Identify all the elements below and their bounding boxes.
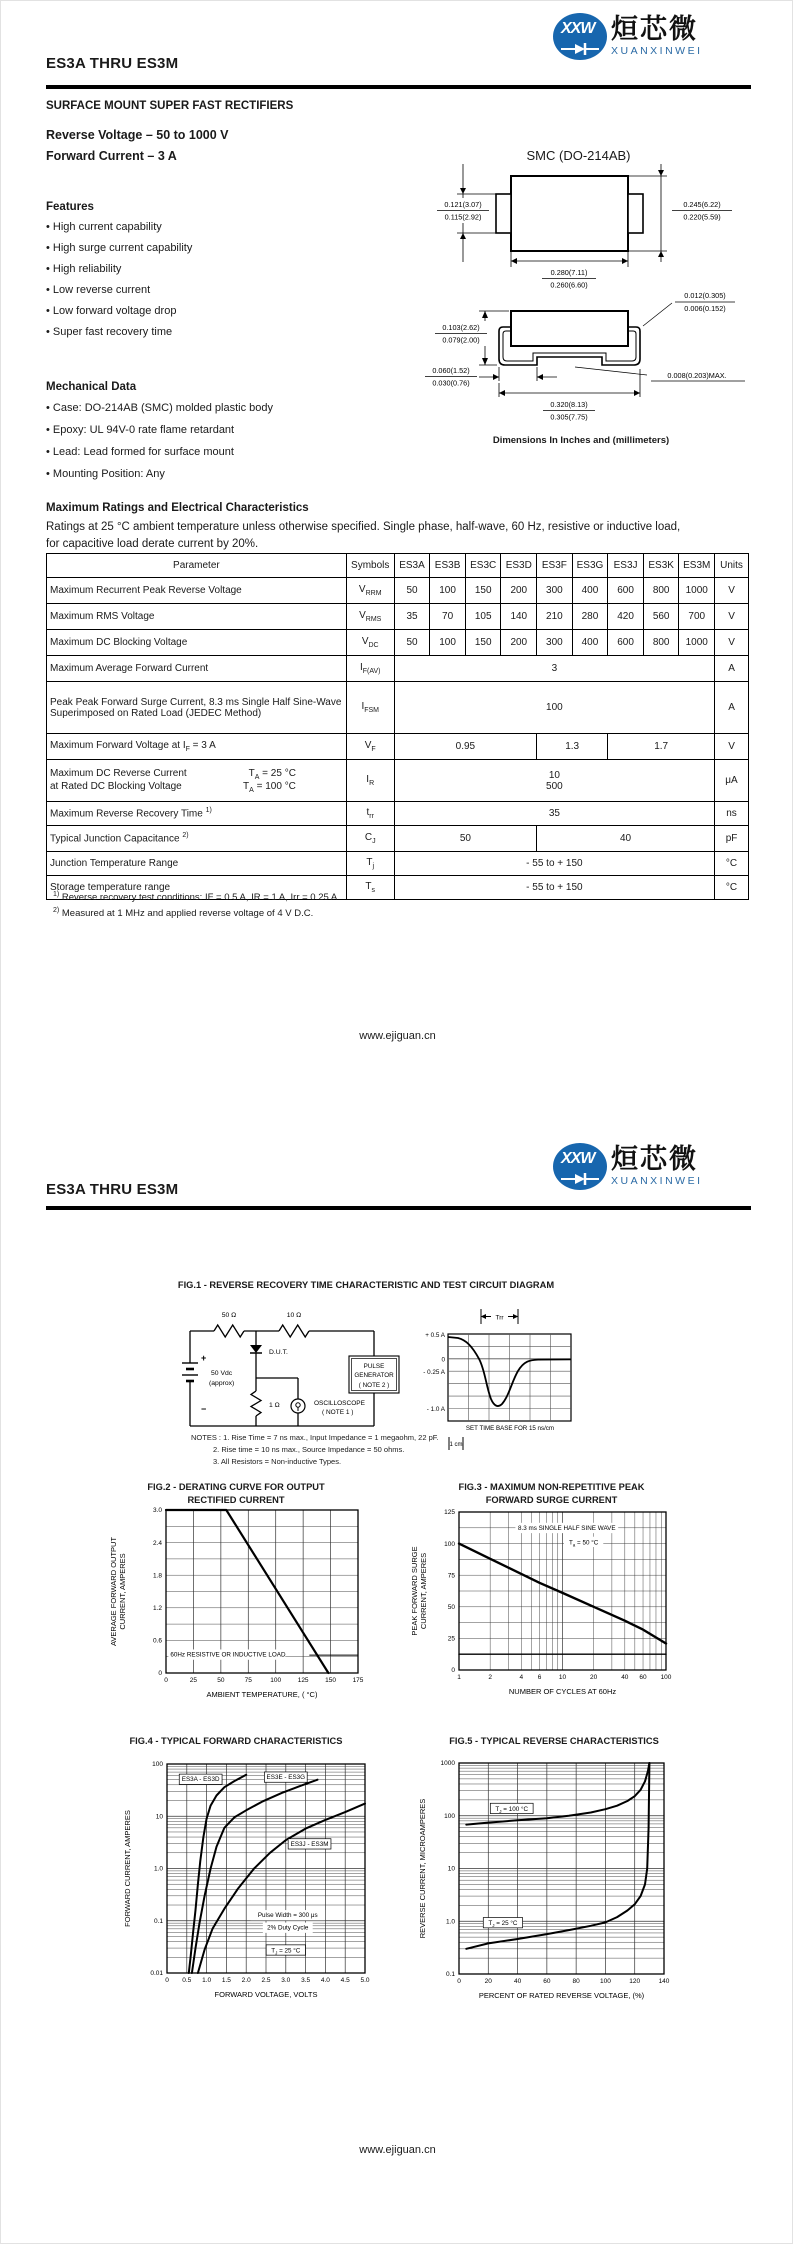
- svg-text:0.220(5.59): 0.220(5.59): [683, 212, 721, 222]
- forward-current-line: Forward Current – 3 A: [46, 149, 177, 163]
- svg-text:8.3 ms SINGLE HALF SINE WAVE: 8.3 ms SINGLE HALF SINE WAVE: [517, 1524, 616, 1532]
- fig1-waveform: [406, 1296, 686, 1461]
- svg-text:(approx): (approx): [209, 1380, 235, 1387]
- svg-text:0.280(7.11): 0.280(7.11): [550, 268, 588, 277]
- svg-text:25: 25: [189, 1677, 198, 1684]
- svg-text:10 Ω: 10 Ω: [286, 1312, 302, 1319]
- svg-text:40: 40: [513, 1978, 522, 1985]
- svg-text:175: 175: [352, 1677, 364, 1684]
- table-row: Maximum DC Reverse Current $T_A = 25$ °C at Rated DC Blocking Voltage $T_A = 100$ °C $I_R$ 10 500 μA: [47, 760, 749, 802]
- svg-text:0: 0: [451, 1667, 455, 1675]
- mechanical-item: • Mounting Position: Any: [46, 463, 273, 485]
- svg-text:CURRENT, AMPERES: CURRENT, AMPERES: [118, 1553, 127, 1630]
- mechanical-item: • Case: DO-214AB (SMC) molded plastic body: [46, 397, 273, 419]
- product-heading: SURFACE MOUNT SUPER FAST RECTIFIERS: [46, 100, 294, 112]
- svg-text:4: 4: [519, 1674, 524, 1681]
- table-row: Junction Temperature Range $T_j$ - 55 to + 150 °C: [47, 852, 749, 876]
- svg-text:+: +: [201, 1353, 207, 1363]
- feature-item: • Low forward voltage drop: [46, 301, 192, 322]
- svg-text:Ta = 50 °C: $T_a = 50$ °C: [568, 1538, 599, 1547]
- mechanical-item: • Epoxy: UL 94V-0 rate flame retardant: [46, 419, 273, 441]
- svg-text:4.0: 4.0: [320, 1977, 330, 1984]
- svg-text:0: 0: [165, 1977, 169, 1984]
- svg-text:Trr: Trr: [495, 1314, 504, 1322]
- svg-text:FORWARD VOLTAGE, VOLTS: FORWARD VOLTAGE, VOLTS: [214, 1990, 318, 1999]
- mechanical-list: [46, 397, 273, 485]
- svg-text:GENERATOR: GENERATOR: [354, 1372, 394, 1379]
- svg-text:3.0: 3.0: [281, 1977, 291, 1984]
- svg-text:TJ = 100 °C: $T_J = 100$ °C: [495, 1805, 529, 1814]
- svg-text:( NOTE 1 ): ( NOTE 1 ): [322, 1409, 354, 1416]
- svg-text:Pulse Width = 300 μs: Pulse Width = 300 μs: [257, 1912, 318, 1920]
- svg-text:0.121(3.07): 0.121(3.07): [444, 200, 482, 209]
- brand-logo: [553, 13, 703, 60]
- ratings-note: Ratings at 25 °C ambient temperature unless otherwise specified. Single phase, half-wave, 60 Hz, resistive or inductive load, for capacitive load derate current by 20%.: [46, 521, 681, 550]
- svg-text:140: 140: [658, 1978, 670, 1985]
- svg-text:- 0.25 A: - 0.25 A: [423, 1369, 445, 1376]
- fig1-note-3: 3. All Resistors = Non-inductive Types.: [213, 1457, 342, 1466]
- svg-text:PEAK FORWARD SURGE: PEAK FORWARD SURGE: [410, 1546, 419, 1636]
- svg-text:0.6: 0.6: [152, 1637, 162, 1645]
- svg-text:50: 50: [447, 1604, 455, 1611]
- svg-text:D.U.T.: D.U.T.: [269, 1349, 288, 1356]
- svg-text:0.006(0.152): 0.006(0.152): [684, 304, 726, 313]
- features-heading: Features: [46, 201, 94, 213]
- table-row: Peak Peak Forward Surge Current, 8.3 ms Single Half Sine-Wave Superimposed on Rated Load (JEDEC Method) $I_{FSM}$ 100 A: [47, 682, 749, 734]
- svg-text:0: 0: [457, 1978, 461, 1985]
- svg-text:0.079(2.00): 0.079(2.00): [442, 335, 480, 345]
- svg-text:NUMBER OF CYCLES AT 60Hz: NUMBER OF CYCLES AT 60Hz: [508, 1687, 617, 1696]
- svg-text:80: 80: [572, 1978, 580, 1985]
- svg-text:0.245(6.22): 0.245(6.22): [683, 200, 721, 209]
- fig1-note-1: NOTES : 1. Rise Time = 7 ns max., Input Impedance = 1 megaohm, 22 pF.: [191, 1433, 439, 1442]
- page-title: ES3A THRU ES3M: [46, 55, 179, 72]
- fig5-title: FIG.5 - TYPICAL REVERSE CHARACTERISTICS: [449, 1736, 659, 1746]
- table-row: Maximum Recurrent Peak Reverse Voltage $V_{RRM}$ 50 100 150 200 300 400 600 800 1000 V: [47, 578, 749, 604]
- svg-text:1.0: 1.0: [153, 1865, 163, 1873]
- brand-name-en: XUANXINWEI: [611, 45, 703, 57]
- svg-text:−: −: [201, 1404, 207, 1414]
- svg-text:0.1: 0.1: [445, 1971, 455, 1979]
- svg-text:AVERAGE FORWARD OUTPUT: AVERAGE FORWARD OUTPUT: [109, 1536, 118, 1647]
- svg-text:TJ = 25 °C: $T_J = 25$ °C: [488, 1919, 518, 1928]
- feature-item: • High current capability: [46, 217, 192, 238]
- svg-text:0.012(0.305): 0.012(0.305): [684, 291, 726, 300]
- table-row: Maximum Reverse Recovery Time $^{1)}$ $t_{rr}$ 35 ns: [47, 802, 749, 826]
- svg-text:0.1: 0.1: [153, 1917, 163, 1925]
- table-row: Storage temperature range $T_s$ - 55 to + 150 °C: [47, 876, 749, 900]
- fig3-chart: [401, 1503, 701, 1713]
- svg-text:0: 0: [158, 1670, 162, 1678]
- logo-mark-icon: XXW: [553, 13, 607, 60]
- svg-text:50: 50: [217, 1677, 225, 1684]
- features-list: [46, 217, 192, 343]
- svg-text:AMBIENT TEMPERATURE, ( °C): AMBIENT TEMPERATURE, ( °C): [206, 1690, 318, 1699]
- svg-text:100: 100: [599, 1978, 611, 1985]
- svg-text:5.0: 5.0: [360, 1977, 370, 1984]
- svg-text:2% Duty Cycle: 2% Duty Cycle: [267, 1924, 309, 1932]
- table-row: Typical Junction Capacitance $^{2)}$ $C_J$ 50 40 pF: [47, 826, 749, 852]
- svg-text:6: 6: [537, 1674, 542, 1681]
- svg-text:PERCENT OF RATED REVERSE VOLTA: PERCENT OF RATED REVERSE VOLTAGE, (%): [478, 1991, 645, 2000]
- svg-text:CURRENT, AMPERES: CURRENT, AMPERES: [419, 1552, 428, 1630]
- reverse-voltage-line: Reverse Voltage – 50 to 1000 V: [46, 128, 229, 142]
- fig1-title: FIG.1 - REVERSE RECOVERY TIME CHARACTERISTIC AND TEST CIRCUIT DIAGRAM: [177, 1280, 555, 1290]
- header-rule: [46, 85, 751, 89]
- feature-item: • Super fast recovery time: [46, 322, 192, 343]
- brand-name-en: XUANXINWEI: [611, 1175, 703, 1187]
- svg-text:1.8: 1.8: [152, 1572, 162, 1580]
- feature-item: • Low reverse current: [46, 280, 192, 301]
- svg-text:2.4: 2.4: [152, 1539, 162, 1547]
- svg-text:0.305(7.75): 0.305(7.75): [550, 412, 588, 422]
- svg-text:0.030(0.76): 0.030(0.76): [432, 378, 470, 388]
- svg-text:1 cm: 1 cm: [449, 1442, 463, 1448]
- svg-text:2.5: 2.5: [261, 1977, 271, 1984]
- svg-text:1.0: 1.0: [202, 1977, 212, 1984]
- svg-text:ES3A - ES3D: ES3A - ES3D: [181, 1776, 220, 1784]
- svg-text:10: 10: [558, 1674, 567, 1681]
- svg-text:0.260(6.60): 0.260(6.60): [550, 280, 588, 290]
- diode-icon: [553, 1143, 607, 1190]
- package-name: SMC (DO-214AB): [526, 148, 631, 163]
- svg-text:OSCILLOSCOPE: OSCILLOSCOPE: [314, 1400, 365, 1407]
- footnote-2: $^{2)}$ Measured at 1 MHz and applied reverse voltage of 4 V D.C.: [53, 907, 314, 920]
- svg-text:0: 0: [164, 1677, 168, 1684]
- svg-text:125: 125: [297, 1677, 309, 1684]
- svg-text:1.5: 1.5: [221, 1977, 231, 1984]
- svg-text:120: 120: [629, 1978, 641, 1985]
- svg-text:REVERSE CURRENT, MICROAMPERES: REVERSE CURRENT, MICROAMPERES: [418, 1798, 427, 1939]
- svg-text:60Hz RESISTIVE OR INDUCTIVE LO: 60Hz RESISTIVE OR INDUCTIVE LOAD: [170, 1651, 286, 1659]
- svg-text:60: 60: [639, 1674, 647, 1681]
- mechanical-item: • Lead: Lead formed for surface mount: [46, 441, 273, 463]
- footer-link[interactable]: www.ejiguan.cn: [359, 1030, 436, 1042]
- table-row: Maximum Forward Voltage at $I_F = 3$ A $V_F$ 0.95 1.3 1.7 V: [47, 734, 749, 760]
- svg-text:20: 20: [590, 1674, 598, 1681]
- svg-text:60: 60: [543, 1978, 551, 1985]
- feature-item: • High reliability: [46, 259, 192, 280]
- svg-text:PULSE: PULSE: [363, 1363, 385, 1370]
- brand-name-zh: 烜芯微: [611, 1144, 698, 1174]
- svg-text:10: 10: [447, 1865, 455, 1873]
- svg-text:100: 100: [152, 1761, 163, 1769]
- brand-logo: [553, 1143, 703, 1190]
- svg-text:0.008(0.203)MAX.: 0.008(0.203)MAX.: [667, 371, 727, 380]
- svg-text:1: 1: [457, 1674, 461, 1681]
- svg-text:50 Vdc: 50 Vdc: [211, 1370, 233, 1377]
- package-outline-drawing: [409, 161, 774, 461]
- svg-text:TJ = 25 °C: $T_J = 25$ °C: [271, 1946, 301, 1955]
- fig2-chart: [86, 1503, 386, 1713]
- svg-text:50 Ω: 50 Ω: [221, 1312, 237, 1319]
- svg-text:3.0: 3.0: [152, 1507, 162, 1515]
- fig4-title: FIG.4 - TYPICAL FORWARD CHARACTERISTICS: [129, 1736, 343, 1746]
- svg-text:FORWARD CURRENT, AMPERES: FORWARD CURRENT, AMPERES: [123, 1810, 132, 1927]
- fig1-note-2: 2. Rise time = 10 ns max., Source Impedance = 50 ohms.: [213, 1445, 405, 1454]
- svg-text:20: 20: [484, 1978, 492, 1985]
- svg-text:0.060(1.52): 0.060(1.52): [432, 366, 470, 375]
- svg-text:25: 25: [447, 1635, 455, 1643]
- svg-text:75: 75: [244, 1677, 252, 1684]
- logo-mark-icon: XXW: [553, 1143, 607, 1190]
- fig2-title: FIG.2 - DERATING CURVE FOR OUTPUT RECTIFIED CURRENT: [147, 1482, 325, 1505]
- footnote-1: $^{1)}$ Reverse recovery test conditions: IF = 0.5 A, IR = 1 A, Irr = 0.25 A: [53, 891, 338, 904]
- diode-icon: [553, 13, 607, 60]
- dimensions-caption: Dimensions In Inches and (millimeters): [492, 435, 670, 446]
- feature-item: • High surge current capability: [46, 238, 192, 259]
- ratings-heading: Maximum Ratings and Electrical Characteristics: [46, 502, 309, 514]
- table-row: Maximum RMS Voltage $V_{RMS}$ 35 70 105 140 210 280 420 560 700 V: [47, 604, 749, 630]
- svg-text:0.115(2.92): 0.115(2.92): [444, 212, 482, 222]
- page-title: ES3A THRU ES3M: [46, 1181, 179, 1198]
- svg-text:10: 10: [155, 1813, 163, 1821]
- svg-text:0.5: 0.5: [182, 1977, 192, 1984]
- svg-text:0.103(2.62): 0.103(2.62): [442, 323, 480, 332]
- svg-text:1000: 1000: [440, 1760, 455, 1768]
- svg-text:40: 40: [621, 1674, 629, 1681]
- svg-text:- 1.0 A: - 1.0 A: [426, 1406, 445, 1413]
- svg-text:100: 100: [270, 1677, 282, 1684]
- svg-text:2.0: 2.0: [241, 1977, 251, 1984]
- fig3-title: FIG.3 - MAXIMUM NON-REPETITIVE PEAK FORWARD SURGE CURRENT: [458, 1482, 645, 1505]
- svg-text:100: 100: [660, 1674, 672, 1681]
- svg-text:0.320(8.13): 0.320(8.13): [550, 400, 588, 409]
- svg-text:0: 0: [441, 1356, 445, 1364]
- table-row: Maximum Average Forward Current $I_{F(AV)}$ 3 A: [47, 656, 749, 682]
- ratings-table: [46, 553, 749, 900]
- svg-text:100: 100: [444, 1540, 455, 1548]
- table-header-row: Parameter Symbols ES3A ES3B ES3C ES3D ES3F ES3G ES3J ES3K ES3M Units: [47, 554, 749, 578]
- svg-text:1.0: 1.0: [445, 1918, 455, 1926]
- svg-text:125: 125: [444, 1509, 455, 1517]
- footer-link[interactable]: www.ejiguan.cn: [359, 2144, 436, 2156]
- svg-text:ES3J - ES3M: ES3J - ES3M: [290, 1840, 329, 1848]
- svg-text:+ 0.5 A: + 0.5 A: [425, 1332, 445, 1339]
- mechanical-heading: Mechanical Data: [46, 381, 137, 393]
- svg-text:1 Ω: 1 Ω: [269, 1402, 280, 1409]
- svg-text:SET TIME BASE FOR 15 ns/cm: SET TIME BASE FOR 15 ns/cm: [465, 1425, 555, 1432]
- svg-text:75: 75: [447, 1572, 455, 1580]
- header-rule: [46, 1206, 751, 1210]
- svg-text:3.5: 3.5: [301, 1977, 311, 1984]
- fig5-chart: [401, 1751, 701, 2006]
- svg-text:150: 150: [325, 1677, 337, 1684]
- table-row: Maximum DC Blocking Voltage $V_{DC}$ 50 100 150 200 300 400 600 800 1000 V: [47, 630, 749, 656]
- svg-text:4.5: 4.5: [340, 1977, 350, 1984]
- svg-text:( NOTE 2 ): ( NOTE 2 ): [358, 1382, 390, 1389]
- brand-name-zh: 烜芯微: [611, 14, 698, 44]
- fig4-chart: [86, 1751, 386, 2006]
- svg-text:ES3E - ES3G: ES3E - ES3G: [266, 1774, 306, 1782]
- svg-text:2: 2: [488, 1674, 492, 1681]
- svg-text:100: 100: [444, 1812, 455, 1820]
- svg-text:1.2: 1.2: [152, 1605, 162, 1612]
- svg-text:0.01: 0.01: [150, 1970, 163, 1978]
